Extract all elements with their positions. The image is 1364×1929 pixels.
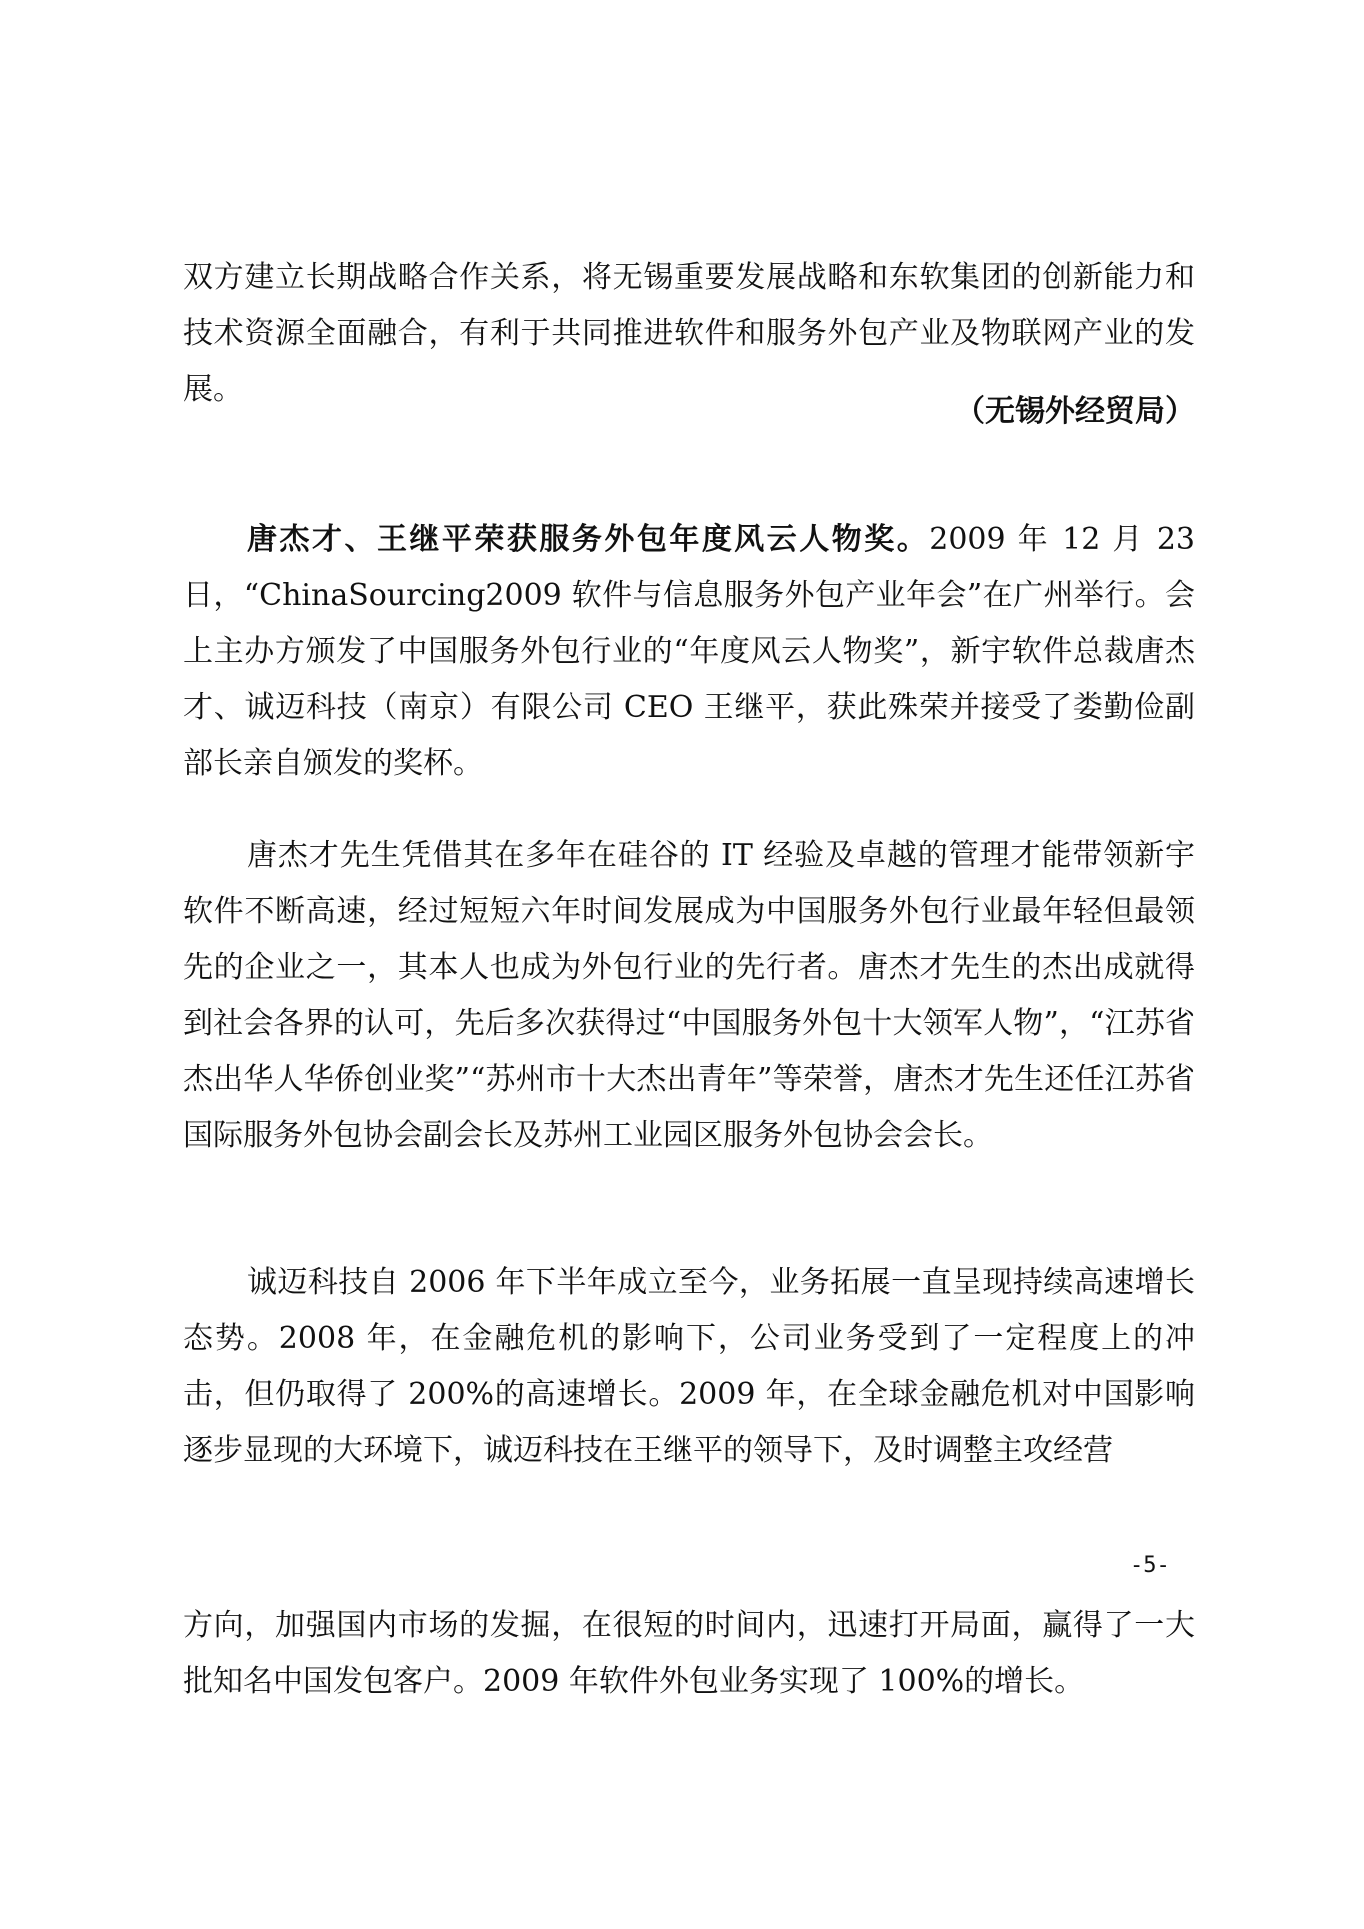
paragraph-chengmai-text: 诚迈科技自 2006 年下半年成立至今，业务拓展一直呈现持续高速增长态势。2008 年，在金融危机的影响下，公司业务受到了一定程度上的冲击，但仍取得了 200%的高速增长。2009 年，在全球金融危机对中国影响逐步显现的大环境下，诚迈科技在王继平的领导下，及时调整主攻经营 (183, 1265, 1195, 1468)
award-body: 2009 年 12 月 23 日，“ChinaSourcing2009 软件与信息服务外包产业年会”在广州举行。会上主办方颁发了中国服务外包行业的“年度风云人物奖”，新宇软件总裁唐杰才、诚迈科技（南京）有限公司 CEO 王继平，获此殊荣并接受了娄勤俭副部长亲自颁发的奖杯。 (183, 522, 1195, 781)
paragraph-tang-jiecai-text: 唐杰才先生凭借其在多年在硅谷的 IT 经验及卓越的管理才能带领新宇软件不断高速，经过短短六年时间发展成为中国服务外包行业最年轻但最领先的企业之一，其本人也成为外包行业的先行者。唐杰才先生的杰出成就得到社会各界的认可，先后多次获得过“中国服务外包十大领军人物”，“江苏省杰出华人华侨创业奖”“苏州市十大杰出青年”等荣誉，唐杰才先生还任江苏省国际服务外包协会副会长及苏州工业园区服务外包协会会长。 (183, 838, 1195, 1153)
paragraph-continuation (183, 1598, 1195, 1710)
paragraph-chengmai (183, 1255, 1195, 1479)
paragraph-award (183, 512, 1195, 792)
award-heading: 唐杰才、王继平荣获服务外包年度风云人物奖。 (247, 522, 930, 557)
page-number: -5- (1130, 1553, 1170, 1578)
paragraph-continuation-text: 方向，加强国内市场的发掘，在很短的时间内，迅速打开局面，赢得了一大批知名中国发包客户。2009 年软件外包业务实现了 100%的增长。 (183, 1608, 1195, 1699)
source-attribution: （无锡外经贸局） (955, 394, 1195, 429)
paragraph-cooperation-text: 双方建立长期战略合作关系，将无锡重要发展战略和东软集团的创新能力和技术资源全面融合，有利于共同推进软件和服务外包产业及物联网产业的发展。 (183, 260, 1195, 407)
paragraph-tang-jiecai (183, 828, 1195, 1164)
